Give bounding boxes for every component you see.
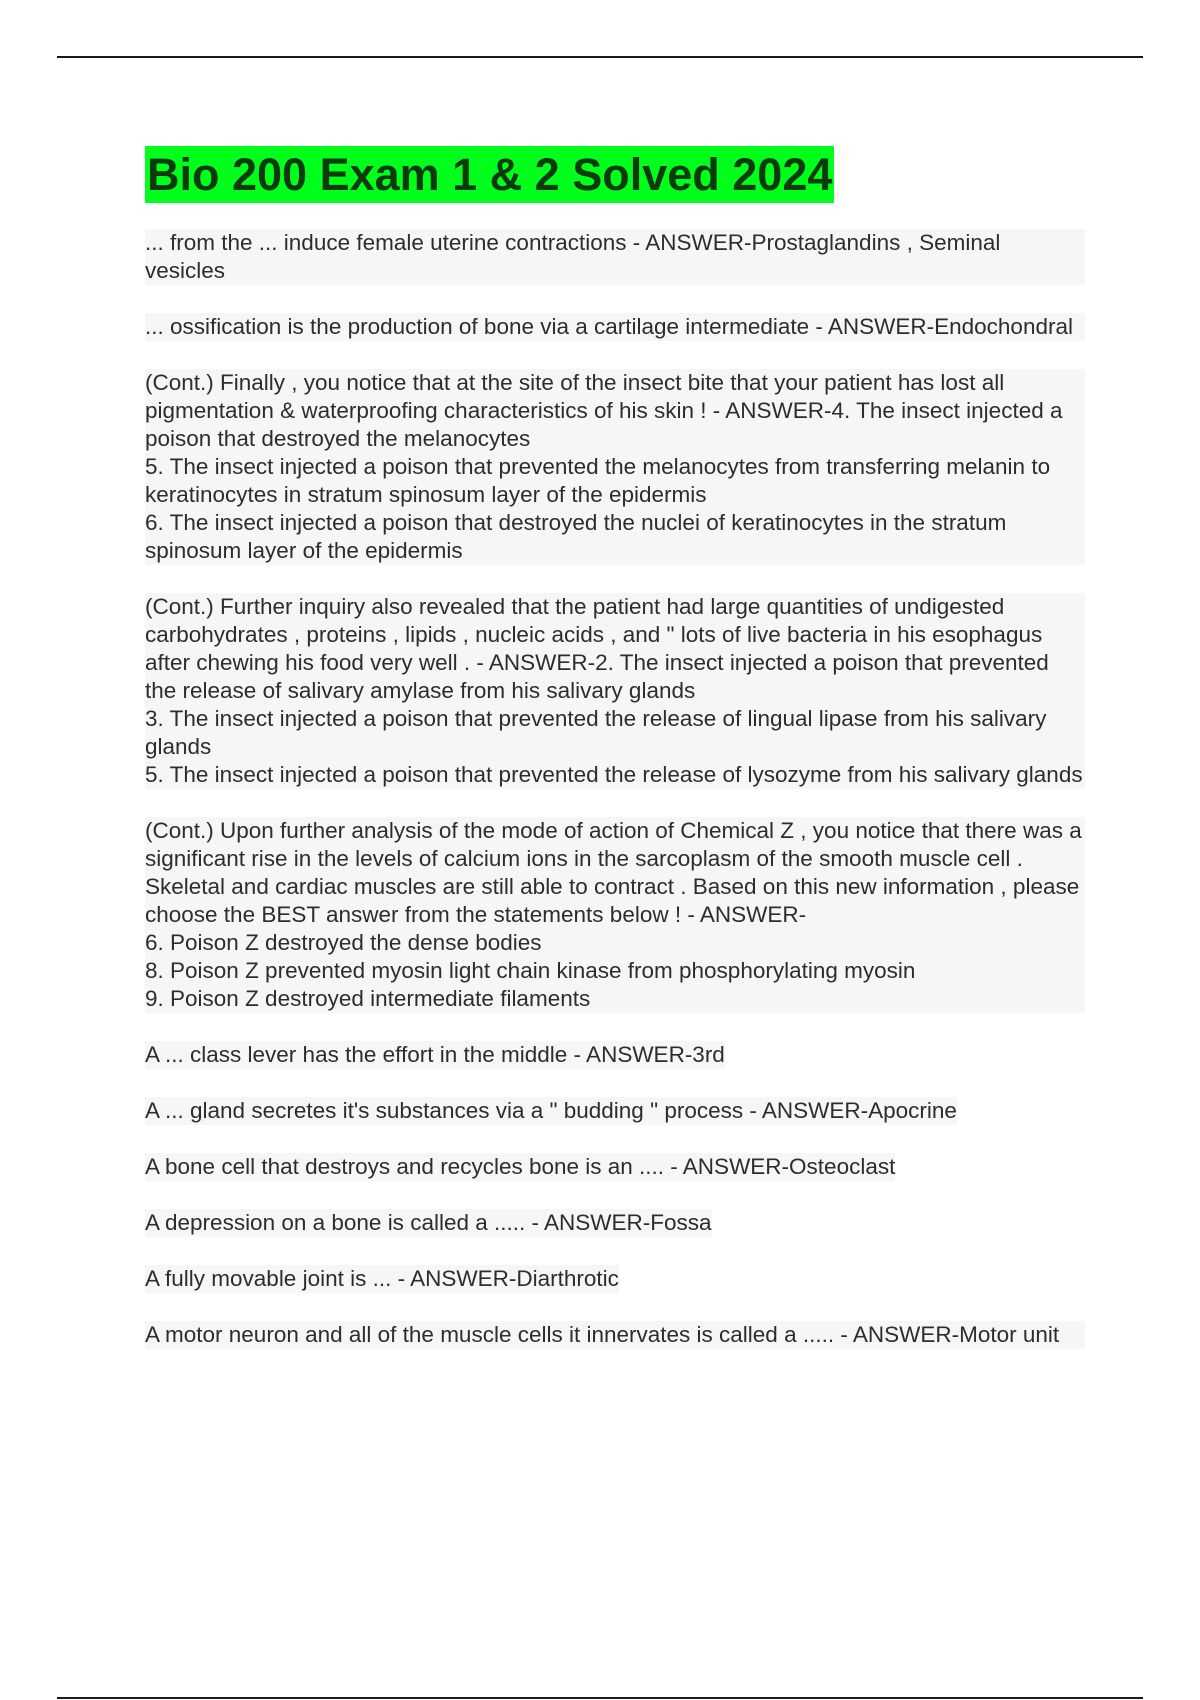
qa-entry-5 xyxy=(145,817,1085,1013)
qa-text: A depression on a bone is called a ..... - ANSWER-Fossa xyxy=(145,1210,712,1235)
qa-text: 6. The insect injected a poison that destroyed the nuclei of keratinocytes in the stratum spinosum layer of the epidermis xyxy=(145,509,1085,565)
qa-text: A motor neuron and all of the muscle cells it innervates is called a ..... - ANSWER-Motor unit xyxy=(145,1321,1085,1349)
qa-text: (Cont.) Further inquiry also revealed that the patient had large quantities of undigested carbohydrates , proteins , lipids , nucleic acids , and " lots of live bacteria in his esophagus after chewing his food very well . - ANSWER-2. The insect injected a poison that prevented the release of salivary amylase from his salivary glands xyxy=(145,593,1085,705)
document-title: Bio 200 Exam 1 & 2 Solved 2024 xyxy=(145,146,834,203)
qa-entry-11 xyxy=(145,1321,1085,1349)
qa-text: A bone cell that destroys and recycles bone is an .... - ANSWER-Osteoclast xyxy=(145,1154,896,1179)
top-rule xyxy=(57,56,1143,58)
qa-text: A ... gland secretes it's substances via a " budding " process - ANSWER-Apocrine xyxy=(145,1098,957,1123)
qa-entry-3 xyxy=(145,369,1085,565)
qa-entry-9 xyxy=(145,1209,1085,1237)
qa-text: (Cont.) Upon further analysis of the mode of action of Chemical Z , you notice that there was a significant rise in the levels of calcium ions in the sarcoplasm of the smooth muscle cell . Skeletal and cardiac muscles are still able to contract . Based on this new information , please choose the BEST answer from the statements below ! - ANSWER- xyxy=(145,817,1085,929)
title-block xyxy=(145,146,1085,203)
qa-text: 5. The insect injected a poison that prevented the release of lysozyme from his salivary glands xyxy=(145,761,1085,789)
qa-entry-2 xyxy=(145,313,1085,341)
qa-entry-4 xyxy=(145,593,1085,789)
qa-text: 6. Poison Z destroyed the dense bodies xyxy=(145,929,1085,957)
qa-entry-7 xyxy=(145,1097,1085,1125)
qa-text: 9. Poison Z destroyed intermediate filaments xyxy=(145,985,1085,1013)
qa-entry-10 xyxy=(145,1265,1085,1293)
qa-text: (Cont.) Finally , you notice that at the site of the insect bite that your patient has lost all pigmentation & waterproofing characteristics of his skin ! - ANSWER-4. The insect injected a poison that destroyed the melanocytes xyxy=(145,369,1085,453)
bottom-rule xyxy=(57,1697,1143,1699)
qa-text: 5. The insect injected a poison that prevented the melanocytes from transferring melanin to keratinocytes in stratum spinosum layer of the epidermis xyxy=(145,453,1085,509)
qa-text: A fully movable joint is ... - ANSWER-Diarthrotic xyxy=(145,1266,619,1291)
qa-text: A ... class lever has the effort in the middle - ANSWER-3rd xyxy=(145,1042,725,1067)
document-body xyxy=(145,146,1085,1377)
qa-text: 3. The insect injected a poison that prevented the release of lingual lipase from his salivary glands xyxy=(145,705,1085,761)
qa-entry-6 xyxy=(145,1041,1085,1069)
qa-entry-8 xyxy=(145,1153,1085,1181)
qa-text: 8. Poison Z prevented myosin light chain kinase from phosphorylating myosin xyxy=(145,957,1085,985)
qa-entry-1 xyxy=(145,229,1085,285)
qa-text: ... ossification is the production of bone via a cartilage intermediate - ANSWER-Endochondral xyxy=(145,313,1085,341)
qa-text: ... from the ... induce female uterine contractions - ANSWER-Prostaglandins , Seminal vesicles xyxy=(145,229,1085,285)
